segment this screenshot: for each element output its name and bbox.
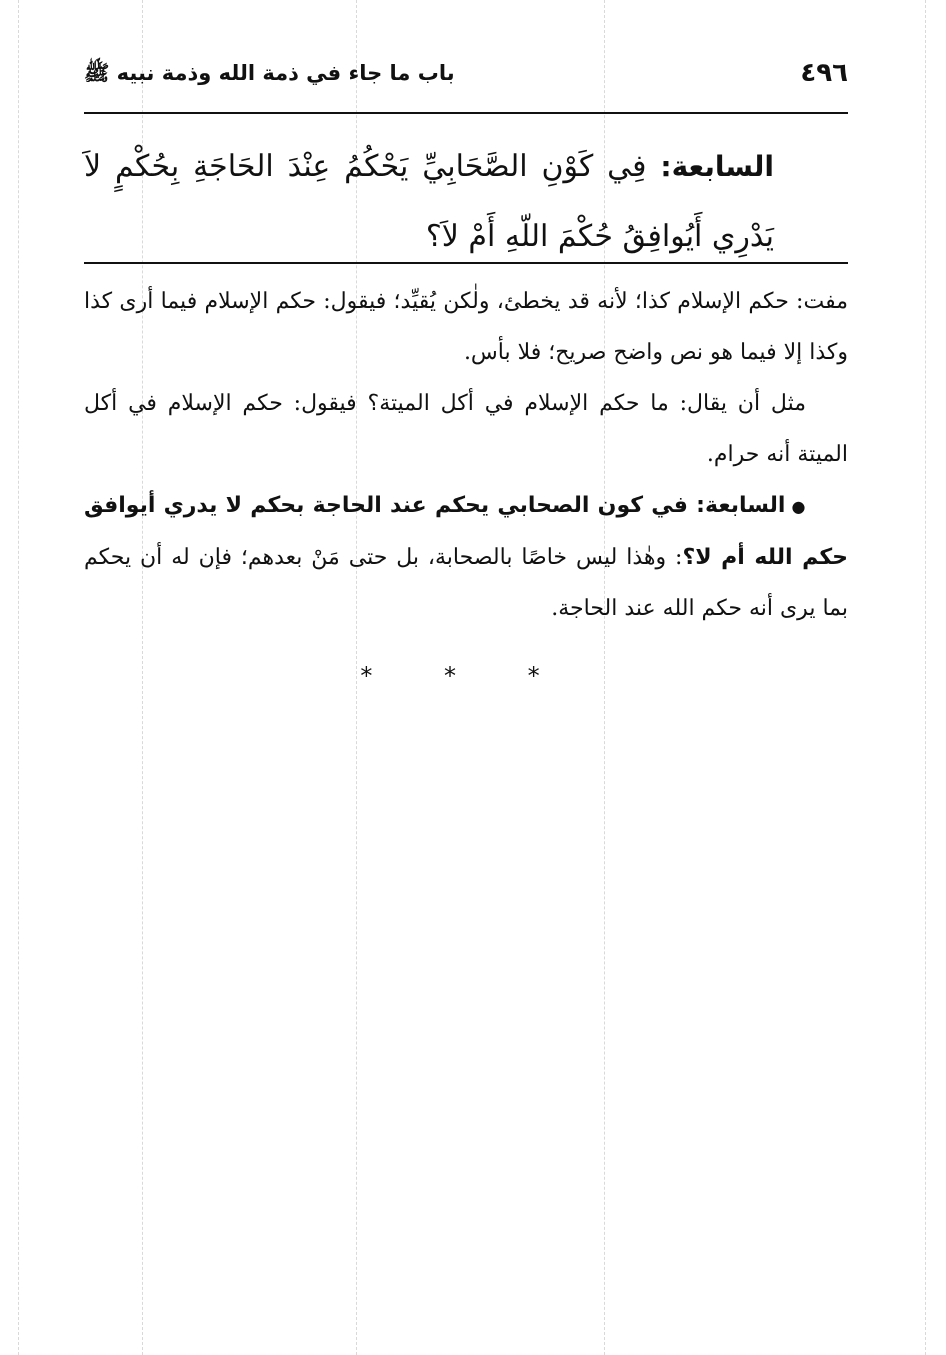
commentary — [84, 276, 848, 634]
section-separator: * * * — [360, 662, 572, 690]
matn-lead: السابعة: — [660, 150, 774, 183]
commentary-paragraph-3 — [84, 480, 848, 634]
header-rule — [84, 112, 848, 114]
matn-rule — [84, 262, 848, 264]
matn-body: فِي كَوْنِ الصَّحَابِيِّ يَحْكُمُ عِنْدَ الحَاجَةِ بِحُكْمٍ لاَ يَدْرِي أَيُوافِقُ حُكْمَ اللّهِ أَمْ لاَ؟ — [84, 149, 774, 254]
scan-guide-line — [18, 0, 19, 1355]
commentary-paragraph-1: مفت: حكم الإسلام كذا؛ لأنه قد يخطئ، ولٰكن يُقيِّد؛ فيقول: حكم الإسلام فيما أرى كذا وكذا إلا فيما هو نص واضح صريح؛ فلا بأس. — [84, 289, 848, 365]
scan-guide-line — [925, 0, 926, 1355]
commentary-paragraph-2: مثل أن يقال: ما حكم الإسلام في أكل الميتة؟ فيقول: حكم الإسلام في أكل الميتة أنه حرام. — [84, 391, 848, 467]
commentary-paragraph-3-rest: : وهٰذا ليس خاصًا بالصحابة، بل حتى مَنْ بعدهم؛ فإن له أن يحكم بما يرى أنه حكم الله عند الحاجة. — [84, 544, 848, 621]
running-title: باب ما جاء في ذمة الله وذمة نبيه ﷺ — [84, 61, 455, 85]
bullet-icon: ● — [791, 496, 806, 516]
page-header — [84, 52, 848, 100]
page-number: ٤٩٦ — [800, 58, 848, 88]
commentary-paragraph-3-lead: السابعة: في كون الصحابي يحكم عند الحاجة بحكم لا يدري أيوافق حكم الله أم لا؟ — [84, 493, 849, 570]
matn-text — [84, 132, 774, 272]
